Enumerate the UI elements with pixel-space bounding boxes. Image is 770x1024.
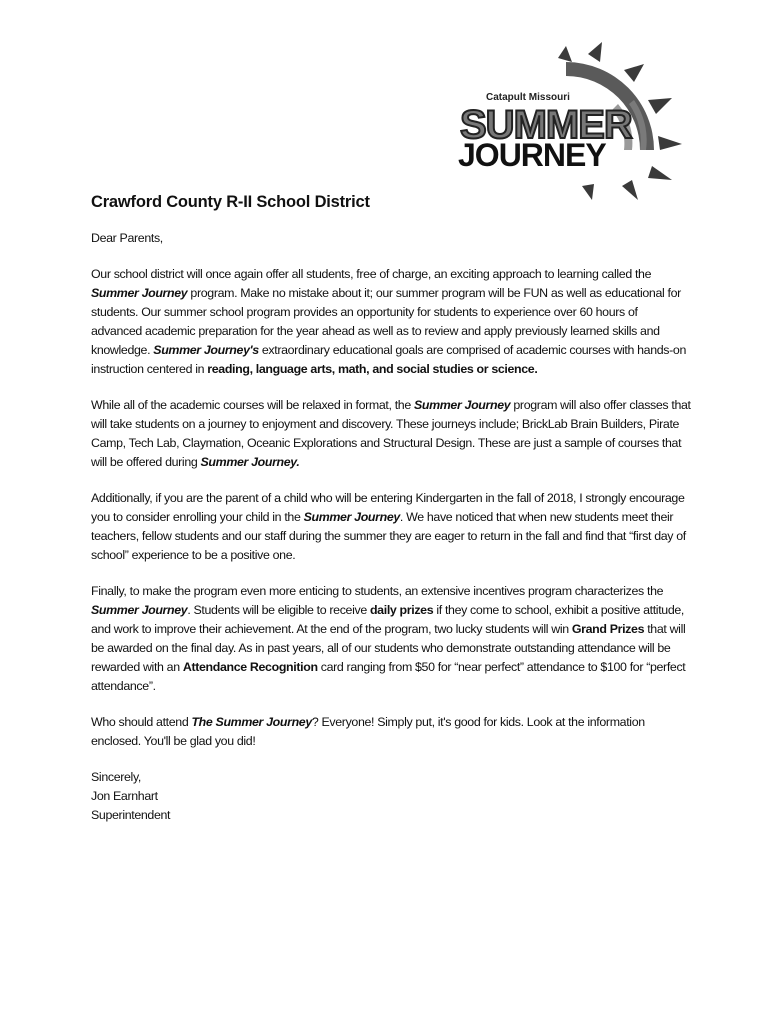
p2-program-name-end: Summer Journey. (200, 455, 300, 469)
p2-text-2: program will also offer classes that will take students on a journey to enjoyment and discovery. These journeys include; BrickLab Brain Builders, Pirate Camp, Tech Lab, Claymation, Oceanic Explorations and Structural Design. These are just a sample of courses that will be offered during (91, 398, 691, 469)
paragraph-intro (91, 265, 691, 379)
p4-text-3: if they come to school, exhibit a positive attitude, and work to improve their achievement. At the end of the program, two lucky students will win (91, 603, 685, 636)
p4-program-name: Summer Journey (91, 603, 188, 617)
p4-text-4: that will be awarded on the final day. As in past years, all of our students who demonstrate outstanding attendance will be rewarded with an (91, 622, 686, 674)
p4-text-1: Finally, to make the program even more enticing to students, an extensive incentives program characterizes the (91, 584, 664, 598)
p4-daily-prizes: daily prizes (369, 603, 434, 617)
district-heading: Crawford County R-II School District (91, 193, 370, 211)
p4-grand-prizes: Grand Prizes (571, 622, 645, 636)
summer-journey-logo (448, 40, 688, 200)
p2-text-1: While all of the academic courses will be relaxed in format, the (91, 398, 414, 412)
p5-text-1: Who should attend (91, 715, 192, 729)
paragraph-courses (91, 396, 691, 472)
p4-text-2: . Students will be eligible to receive (187, 603, 370, 617)
p4-text-5: card ranging from $50 for “near perfect” attendance to $100 for “perfect attendance”. (91, 660, 686, 693)
paragraph-incentives (91, 582, 691, 696)
salutation: Dear Parents, (91, 231, 163, 245)
signer-role: Superintendent (91, 808, 171, 822)
p5-text-2: ? Everyone! Simply put, it's good for kids. Look at the information enclosed. You'll be glad you did! (91, 715, 645, 748)
p1-subjects: reading, language arts, math, and social studies or science. (207, 362, 538, 376)
letter-body (91, 229, 691, 825)
p3-program-name: Summer Journey (303, 510, 400, 524)
p5-program-name: The Summer Journey (191, 715, 312, 729)
signer-name: Jon Earnhart (91, 789, 158, 803)
logo-word-journey: JOURNEY (458, 137, 606, 173)
paragraph-kindergarten (91, 489, 691, 565)
logo-tagline: Catapult Missouri (486, 92, 570, 103)
p1-program-name: Summer Journey (91, 286, 188, 300)
p1-text-1: Our school district will once again offer all students, free of charge, an exciting approach to learning called the (91, 267, 652, 281)
p1-text-3: extraordinary educational goals are comprised of academic courses with hands-on instruction centered in (91, 343, 687, 376)
logo-word-summer: SUMMER (460, 103, 632, 147)
paragraph-who-should-attend (91, 713, 691, 751)
valediction: Sincerely, (91, 770, 141, 784)
p3-text-1: Additionally, if you are the parent of a child who will be entering Kindergarten in the fall of 2018, I strongly encourage you to consider enrolling your child in the (91, 491, 685, 524)
p2-program-name: Summer Journey (413, 398, 511, 412)
p3-text-2: . We have noticed that when new students meet their teachers, fellow students and our staff during the summer they are eager to return in the fall and find that “first day of school” experience to be a positive one. (91, 510, 686, 562)
p1-program-name-possessive: Summer Journey's (153, 343, 259, 357)
p4-attendance-recognition: Attendance Recognition (182, 660, 318, 674)
p1-text-2: program. Make no mistake about it; our summer program will be FUN as well as educational for students. Our summer school program provides an opportunity for students to experience over 60 hours of advanced academic preparation for the year ahead as well as to review and apply previously learned skills and knowledge. (91, 286, 681, 357)
